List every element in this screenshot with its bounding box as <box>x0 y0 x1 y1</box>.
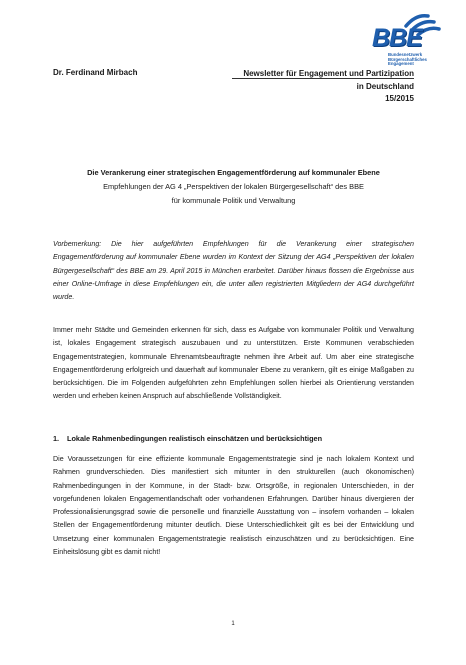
logo-wordmark: BBE <box>372 24 422 52</box>
newsletter-title: Newsletter für Engagement und Partizipation <box>243 69 414 78</box>
bbe-logo <box>372 8 442 66</box>
section-heading <box>53 434 414 443</box>
document-subtitle: Empfehlungen der AG 4 „Perspektiven der lokalen Bürgergesellschaft“ des BBE <box>103 182 364 191</box>
newsletter-header <box>232 68 414 106</box>
title-block <box>53 166 414 208</box>
author-name: Dr. Ferdinand Mirbach <box>53 68 138 77</box>
preliminary-note: Vorbemerkung: Die hier aufgeführten Empfehlungen für die Verankerung einer strategischen Engagementförderung auf kommunaler Ebene wurden im Kontext der Sitzung der AG4 „Perspektiven der lokalen Bürgergesellschaft“ des BBE am 29. April 2015 in München erarbeitet. Darüber hinaus flossen die Ergebnisse aus einer Online-Umfrage in diese Empfehlungen ein, die unter allen registrierten Mitgliedern der AG4 durchgeführt wurde. <box>53 240 414 302</box>
section-heading-text: Lokale Rahmenbedingungen realistisch einschätzen und berücksichtigen <box>67 434 323 443</box>
newsletter-region: in Deutschland <box>356 81 414 91</box>
page-number: 1 <box>231 621 235 627</box>
logo-subtitle: Bundesnetzwerk Bürgerschaftliches Engagement <box>388 52 427 67</box>
section-paragraph: Die Voraussetzungen für eine effiziente kommunale Engagementstrategie sind je nach lokalem Kontext und Rahmen grundverschieden. Dies manifestiert sich mitunter in den strukturellen (auch ökonomischen) Rahmenbedingungen in der Kommune, in der Stadt- bzw. Ortsgröße, in regionalen Unterschieden, in der vorgefundenen lokalen Engagementlandschaft oder vorhandenen Erfahrungen. Darüber hinaus divergieren der Professionalisierungsgrad sowie die personelle und finanzielle Ausstattung von – insofern vorhanden – lokalen Stellen der Engagementförderung mitunter deutlich. Diese Unterschiedlichkeit gilt es bei der Entwicklung und Umsetzung einer kommunalen Engagementstrategie realistisch einzuschätzen und zu berücksichtigen. Eine Einheitslösung gibt es damit nicht! <box>53 455 414 557</box>
newsletter-issue: 15/2015 <box>385 94 414 103</box>
document-audience: für kommunale Politik und Verwaltung <box>171 196 296 205</box>
section-number: 1. <box>53 434 60 443</box>
intro-paragraph: Immer mehr Städte und Gemeinden erkennen für sich, dass es Aufgabe von kommunaler Politik und Verwaltung ist, lokales Engagement strategisch auszubauen und zu unterstützen. Erste Kommunen verabschieden Engagementstrategien, kommunale Ehrenamtsbeauftragte nehmen ihre Arbeit auf. Um aber eine strategische Engagementförderung erfolgreich und dauerhaft auf kommunaler Ebene zu verankern, gilt es einige Maßgaben zu berücksichtigen. Die im Folgenden aufgeführten zehn Empfehlungen sollen hierbei als Orientierung verstanden werden und erheben keinen Anspruch auf abschließende Vollständigkeit. <box>53 326 414 401</box>
document-title: Die Verankerung einer strategischen Engagementförderung auf kommunaler Ebene <box>87 168 380 177</box>
